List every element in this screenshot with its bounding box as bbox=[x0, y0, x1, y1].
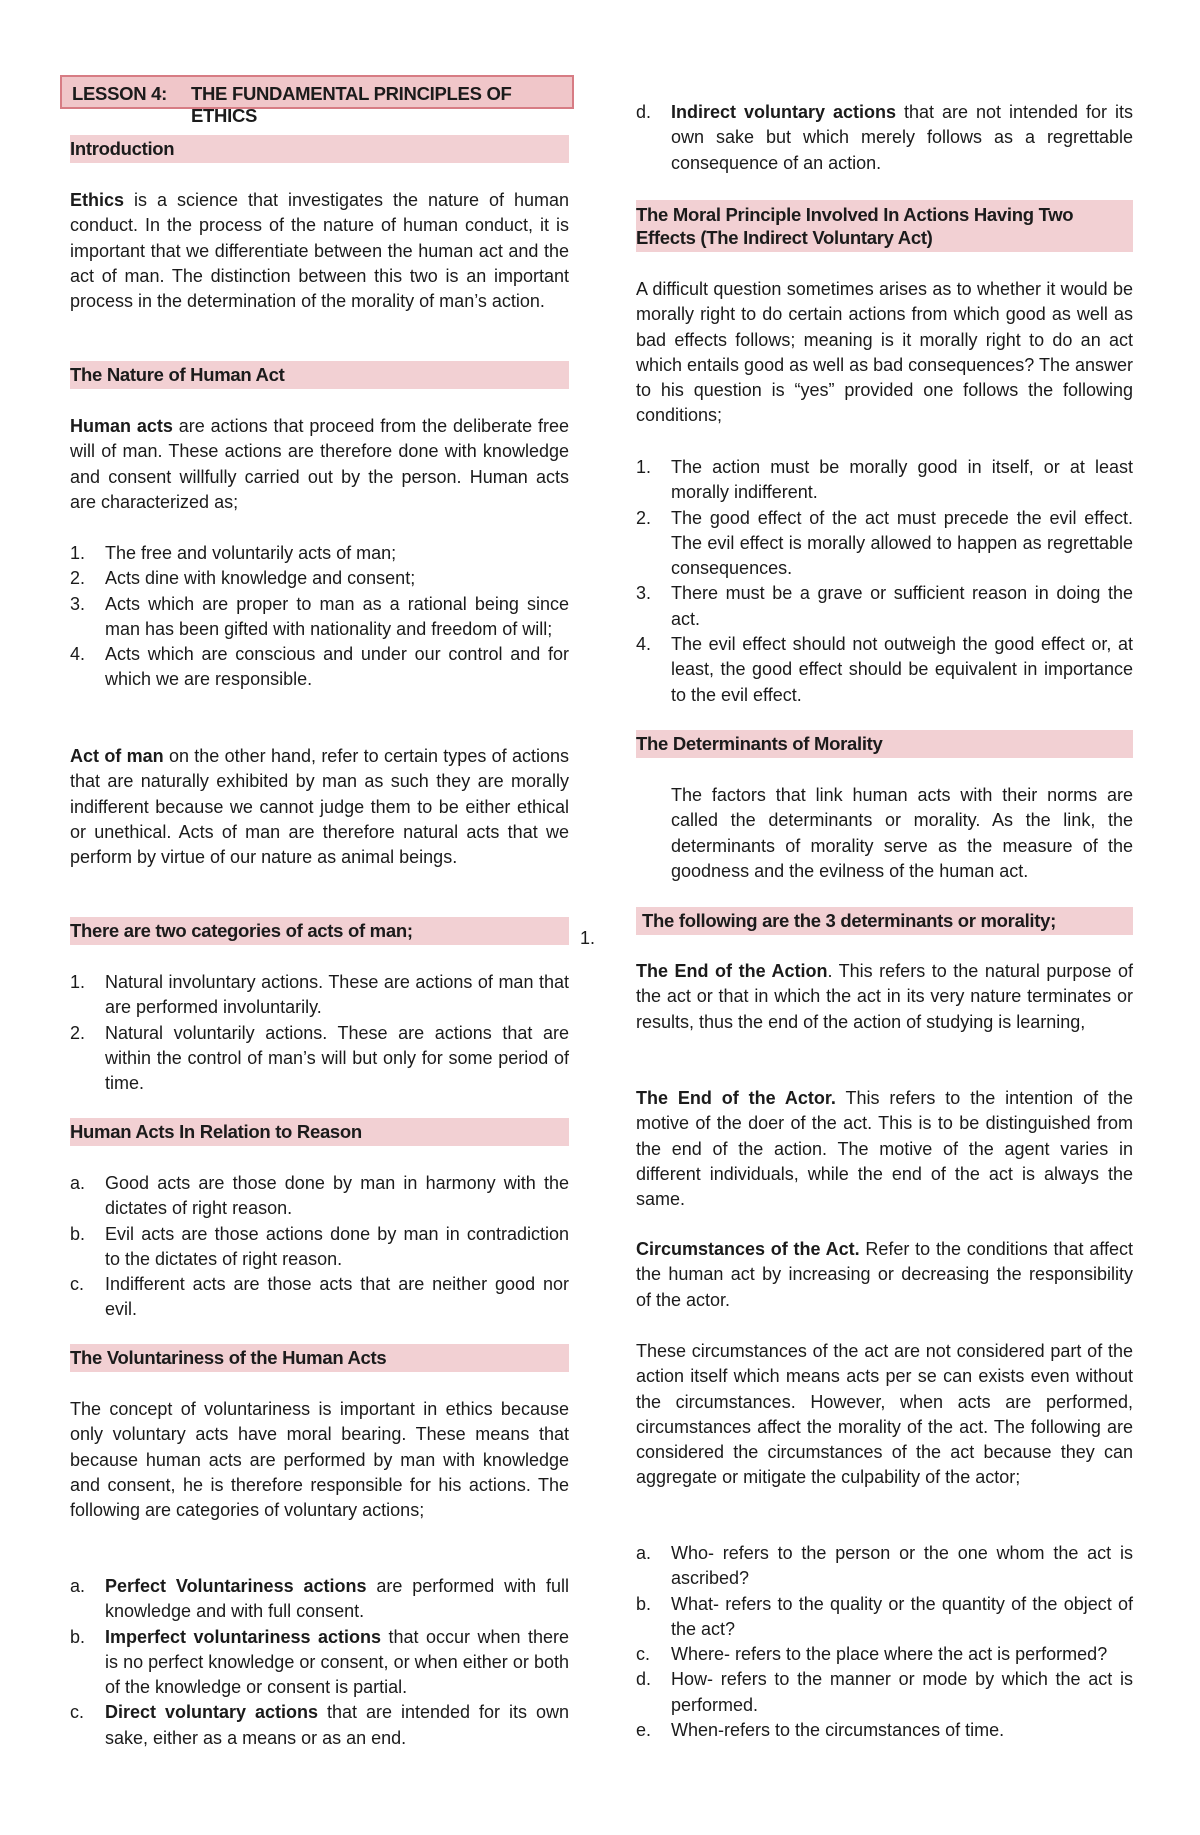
introduction-heading: Introduction bbox=[70, 135, 569, 163]
list-item: d. Indirect voluntary actions that are not intended for its own sake but which merely follows as a regrettable consequence of an action. bbox=[636, 102, 1133, 173]
circumstances-list bbox=[636, 1541, 1133, 1743]
list-item: b. Evil acts are those actions done by man in contradiction to the dictates of right reason. bbox=[70, 1223, 569, 1269]
voluntariness-list bbox=[70, 1574, 569, 1751]
list-item: c. Indifferent acts are those acts that are neither good nor evil. bbox=[70, 1274, 569, 1320]
human-acts-paragraph: Human acts are actions that proceed from the deliberate free will of man. These actions are therefore done with knowledge and consent willfully carried out by the person. Human acts are characterized as; bbox=[70, 416, 569, 512]
voluntariness-paragraph: The concept of voluntariness is important in ethics because only voluntary acts have moral bearing. These means that because human acts are performed by man with knowledge and consent, he is therefore responsible for his actions. The following are categories of voluntary actions; bbox=[70, 1399, 569, 1521]
list-item: 1. The action must be morally good in itself, or at least morally indifferent. bbox=[636, 457, 1133, 503]
two-effects-heading: The Moral Principle Involved In Actions Having Two Effects (The Indirect Voluntary Act) bbox=[636, 200, 1133, 252]
conditions-list bbox=[636, 455, 1133, 708]
end-of-action-paragraph: The End of the Action. This refers to the natural purpose of the act or that in which the act in its very nature terminates or results, thus the end of the action of studying is learning, bbox=[636, 961, 1133, 1032]
end-of-actor-paragraph: The End of the Actor. This refers to the intention of the motive of the doer of the act. This is to be distinguished from the end of the action. The motive of the agent varies in different individuals, while the end of the act is always the same. bbox=[636, 1088, 1133, 1210]
list-item: 1. The free and voluntarily acts of man; bbox=[70, 543, 397, 563]
act-of-man-paragraph: Act of man on the other hand, refer to certain types of actions that are naturally exhibited by man as such they are morally indifferent because we cannot judge them to be either ethical or unethical. Acts of man are therefore natural acts that we perform by virtue of our nature as animal beings. bbox=[70, 746, 569, 868]
list-item: 3. There must be a grave or sufficient reason in doing the act. bbox=[636, 583, 1133, 629]
nature-heading: The Nature of Human Act bbox=[70, 361, 569, 389]
list-item: 2. Natural voluntarily actions. These are actions that are within the control of man’s will but only for some period of time. bbox=[70, 1022, 569, 1094]
categories-heading: There are two categories of acts of man; bbox=[70, 917, 569, 945]
list-item: 1. Natural involuntary actions. These are actions of man that are performed involuntarily. bbox=[70, 972, 569, 1018]
circumstances-paragraph: Circumstances of the Act. Refer to the conditions that affect the human act by increasing or decreasing the responsibility of the actor. bbox=[636, 1239, 1133, 1310]
circumstances-detail-paragraph: These circumstances of the act are not considered part of the action itself which means acts per se can exists even without the circumstances. However, when acts are performed, circumstances affect the morality of the act. The following are considered the circumstances of the act because they can aggregate or mitigate the culpability of the actor; bbox=[636, 1341, 1133, 1488]
lesson-number: LESSON 4: bbox=[72, 83, 167, 104]
human-acts-list bbox=[70, 541, 569, 693]
list-item: e. When-refers to the circumstances of time. bbox=[636, 1720, 1005, 1741]
list-item: 2. Acts dine with knowledge and consent; bbox=[70, 568, 416, 589]
categories-list bbox=[70, 970, 569, 1096]
list-item: b. What- refers to the quality or the quantity of the object of the act? bbox=[636, 1593, 1133, 1639]
stray-list-marker: 1. bbox=[580, 928, 596, 948]
determinants-paragraph: The factors that link human acts with their norms are called the determinants or morality. As the link, the determinants of morality serve as the measure of the goodness and the evilness of the human act. bbox=[671, 785, 1133, 881]
reason-list bbox=[70, 1171, 569, 1323]
determinants-heading: The Determinants of Morality bbox=[636, 730, 1133, 758]
introduction-paragraph: Ethics is a science that investigates the nature of human conduct. In the process of the nature of human conduct, it is important that we differentiate between the human act and the act of man. The distinction between this two is an important process in the determination of the morality of man’s action. bbox=[70, 190, 569, 312]
list-item: a. Good acts are those done by man in harmony with the dictates of right reason. bbox=[70, 1173, 569, 1219]
reason-heading: Human Acts In Relation to Reason bbox=[70, 1118, 569, 1146]
indirect-voluntary-list bbox=[636, 100, 1133, 176]
list-item: a. Perfect Voluntariness actions are performed with full knowledge and with full consent. bbox=[70, 1576, 570, 1622]
list-item: 4. Acts which are conscious and under our control and for which we are responsible. bbox=[70, 644, 569, 690]
voluntariness-heading: The Voluntariness of the Human Acts bbox=[70, 1344, 569, 1372]
list-item: 3. Acts which are proper to man as a rational being since man has been gifted with nationality and freedom of will; bbox=[70, 593, 569, 639]
list-item: 4. The evil effect should not outweigh the good effect or, at least, the good effect should be equivalent in importance to the evil effect. bbox=[636, 634, 1133, 705]
list-item: c. Direct voluntary actions that are intended for its own sake, either as a means or as an end. bbox=[70, 1702, 569, 1748]
list-item: a. Who- refers to the person or the one whom the act is ascribed? bbox=[636, 1543, 1133, 1589]
list-item: b. Imperfect voluntariness actions that occur when there is no perfect knowledge or consent, or when either or both of the knowledge or consent is partial. bbox=[70, 1626, 569, 1698]
lesson-title-box bbox=[60, 75, 574, 126]
list-item: c. Where- refers to the place where the act is performed? bbox=[636, 1644, 1108, 1665]
two-effects-paragraph: A difficult question sometimes arises as to whether it would be morally right to do certain actions from which good as well as bad effects follows; meaning is it morally right to do an act which entails good as well as bad consequences? The answer to his question is “yes” provided one follows the following conditions; bbox=[636, 279, 1133, 426]
list-item: d. How- refers to the manner or mode by which the act is performed. bbox=[636, 1669, 1133, 1715]
lesson-title: THE FUNDAMENTAL PRINCIPLES OF ETHICS bbox=[191, 83, 512, 126]
list-item: 2. The good effect of the act must precede the evil effect. The evil effect is morally allowed to happen as regrettable consequences. bbox=[636, 507, 1133, 579]
three-determinants-heading: The following are the 3 determinants or morality; bbox=[636, 907, 1133, 935]
